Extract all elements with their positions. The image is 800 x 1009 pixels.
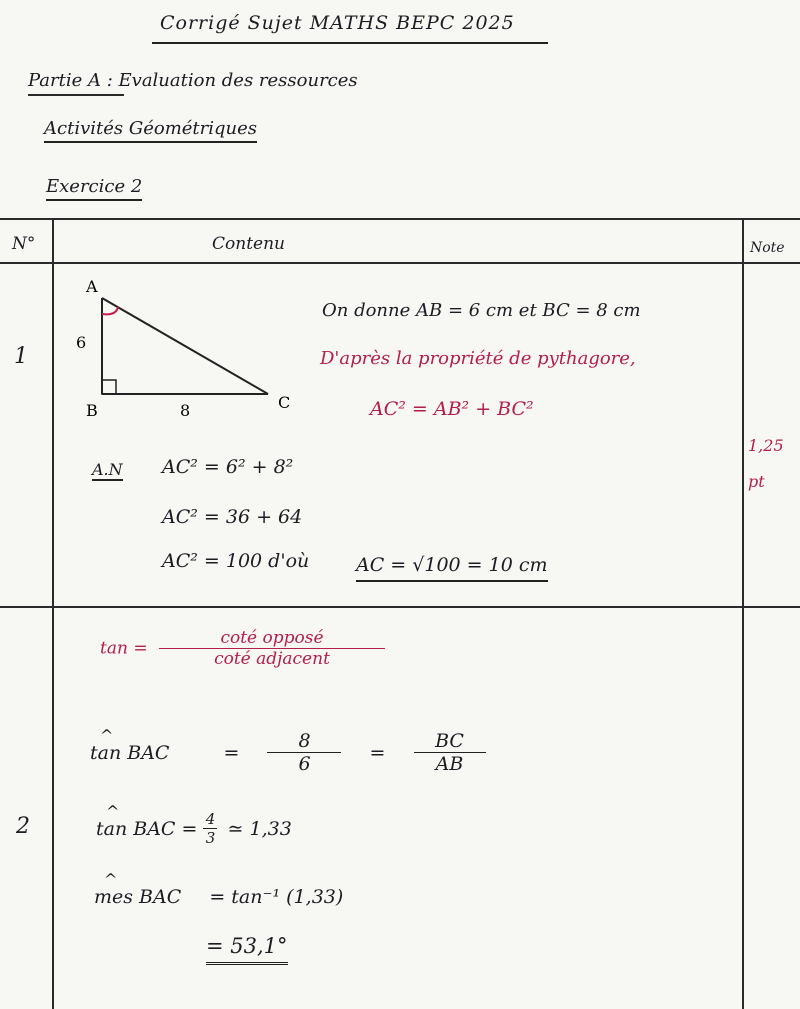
q1-step-2: AC² = 36 + 64 — [162, 506, 303, 528]
tan-definition-denominator: coté adjacent — [214, 649, 330, 669]
right-angle-marker — [102, 380, 116, 394]
fraction-denominator-ab: AB — [435, 753, 464, 775]
fraction-numerator: 8 — [298, 730, 311, 752]
pythagore-formula: AC² = AB² + BC² — [370, 398, 534, 420]
an-label: A.N — [92, 460, 123, 479]
tan-definition — [100, 628, 385, 669]
title-underline — [152, 42, 548, 44]
fraction-numerator-4: 4 — [205, 810, 216, 828]
q1-step-3: AC² = 100 d'où — [162, 550, 310, 572]
q2-line-1 — [90, 730, 486, 775]
row-number-1: 1 — [14, 344, 28, 369]
fraction-denominator: 6 — [298, 753, 311, 775]
mes-bac-expression: ^ mes BAC — [94, 886, 181, 908]
tan-bac-expression: ^ tan BAC — [90, 742, 169, 764]
vertex-c-label: C — [278, 393, 291, 412]
section-heading: Activités Géométriques — [44, 118, 257, 143]
column-header-number: N° — [12, 234, 36, 254]
table-col-divider-right — [742, 218, 744, 1009]
column-header-content: Contenu — [212, 234, 285, 254]
page-title: Corrigé Sujet MATHS BEPC 2025 — [160, 12, 515, 34]
q1-step-1: AC² = 6² + 8² — [162, 456, 294, 478]
column-header-note: Note — [750, 240, 785, 256]
fraction-bc-ab — [414, 730, 486, 775]
fraction-numerator-bc: BC — [435, 730, 464, 752]
tan-definition-label: tan = — [100, 638, 148, 659]
q2-line-2 — [96, 810, 292, 847]
right-triangle-figure — [76, 274, 300, 422]
fraction-denominator-3: 3 — [205, 829, 216, 847]
part-underline — [28, 94, 124, 96]
vertex-b-label: B — [86, 401, 98, 420]
tan-definition-numerator: coté opposé — [220, 628, 324, 648]
q2-final-answer: = 53,1° — [206, 934, 288, 965]
exercise-heading: Exercice 2 — [46, 176, 142, 201]
table-row-divider — [0, 606, 800, 608]
pythagore-property: D'après la propriété de pythagore, — [320, 348, 636, 369]
table-header-border — [0, 262, 800, 264]
row-number-2: 2 — [16, 814, 30, 839]
side-ac — [102, 298, 268, 394]
q1-note: 1,25 pt — [748, 436, 784, 491]
table-col-divider-left — [52, 218, 54, 1009]
fraction-4-3 — [203, 810, 217, 847]
angle-a-arc — [102, 307, 118, 314]
side-ab-label: 6 — [76, 333, 87, 352]
table-top-border — [0, 218, 800, 220]
part-heading: Partie A : Evaluation des ressources — [28, 70, 358, 91]
tan-bac-expression-2: ^ tan BAC = — [96, 818, 197, 840]
given-statement: On donne AB = 6 cm et BC = 8 cm — [322, 300, 641, 321]
q1-result: AC = √100 = 10 cm — [356, 554, 548, 582]
approx-value: ≃ 1,33 — [227, 817, 292, 840]
equals-sign-2: = — [369, 741, 386, 764]
equals-sign: = — [223, 741, 240, 764]
q2-line-3 — [94, 886, 343, 908]
vertex-a-label: A — [86, 277, 98, 296]
fraction-8-6 — [267, 730, 341, 775]
side-bc-label: 8 — [180, 401, 191, 420]
arctan-expression: = tan⁻¹ (1,33) — [209, 886, 344, 908]
tan-definition-fraction — [159, 628, 385, 669]
